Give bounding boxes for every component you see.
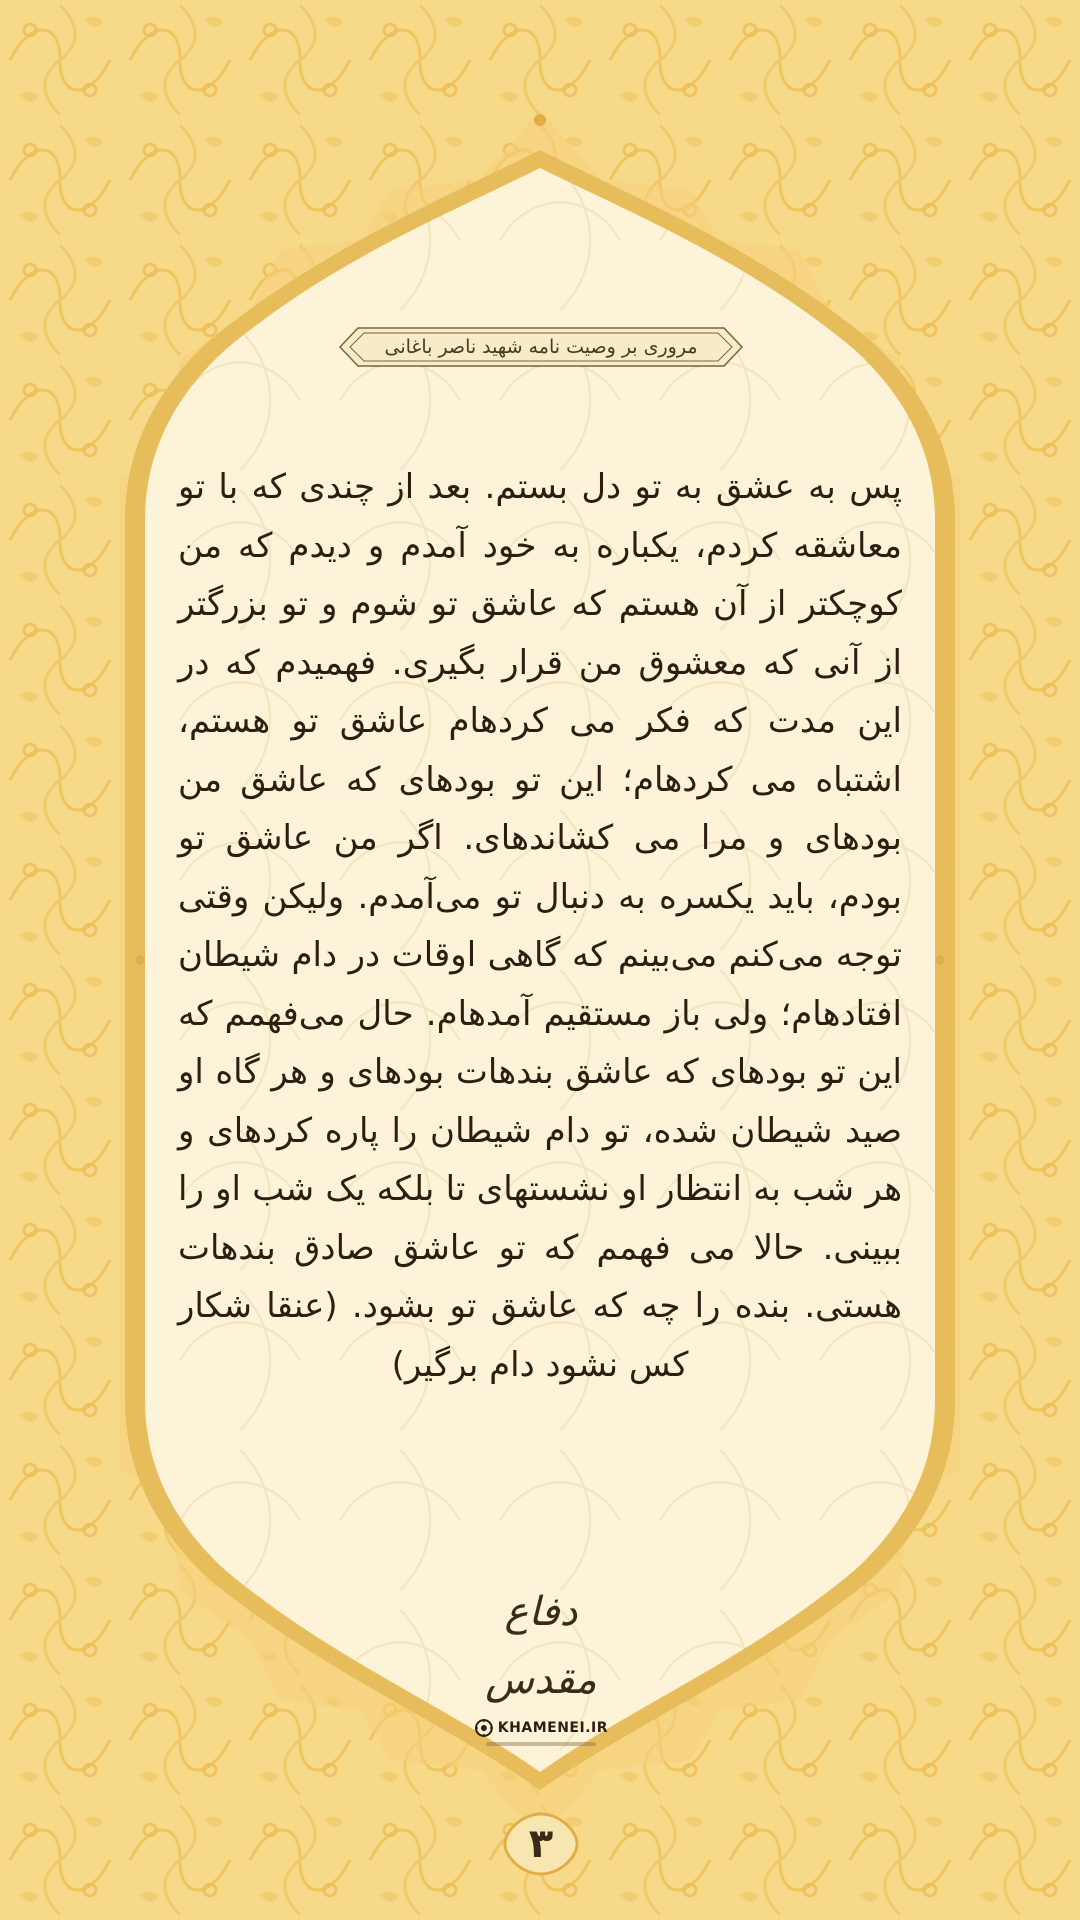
will-excerpt-text [178, 458, 902, 1385]
khamenei-logo [474, 1578, 608, 1736]
page-title: مروری بر وصیت نامه شهید ناصر باغانی [384, 336, 698, 358]
title-badge [338, 326, 744, 368]
emblem-icon [474, 1718, 494, 1738]
page-number: ۳ [528, 1821, 554, 1867]
page-number-badge [503, 1812, 579, 1876]
logo-calligraphy: دفاع مقدس [485, 1589, 597, 1703]
will-excerpt-paragraph: پس به عشق به تو دل بستم. بعد از چندی که با تو معاشقه کردم، یکباره به خود آمدم و دیدم که من کوچکتر از آن هستم که عاشق تو شوم و تو بزرگتر از آنی که معشوق من قرار بگیری. فهمیدم که در این مدت که فکر می کردهام عاشق تو هستم، اشتباه می کردهام؛ این تو بودهای که عاشق من بودهای و مرا می کشاندهای. اگر من عاشق تو بودم، باید یکسره به دنبال تو می‌آمدم. ولیکن وقتی توجه می‌کنم می‌بینم که گاهی اوقات در دام شیطان افتادهام؛ ولی باز مستقیم آمدهام. حال می‌فهمم که این تو بودهای که عاشق بندهات بودهای و هر گاه او صید شیطان شده، تو دام شیطان را پاره کردهای و هر شب به انتظار او نشستهای تا بلکه یک شب او را ببینی. حالا می فهمم که تو عاشق صادق بندهات هستی. بنده را چه که عاشق تو بشود. (عنقا شکار کس نشود دام برگیر) [178, 467, 902, 1385]
logo-caption-line [486, 1742, 596, 1746]
logo-site: KHAMENEI.IR [497, 1720, 608, 1736]
